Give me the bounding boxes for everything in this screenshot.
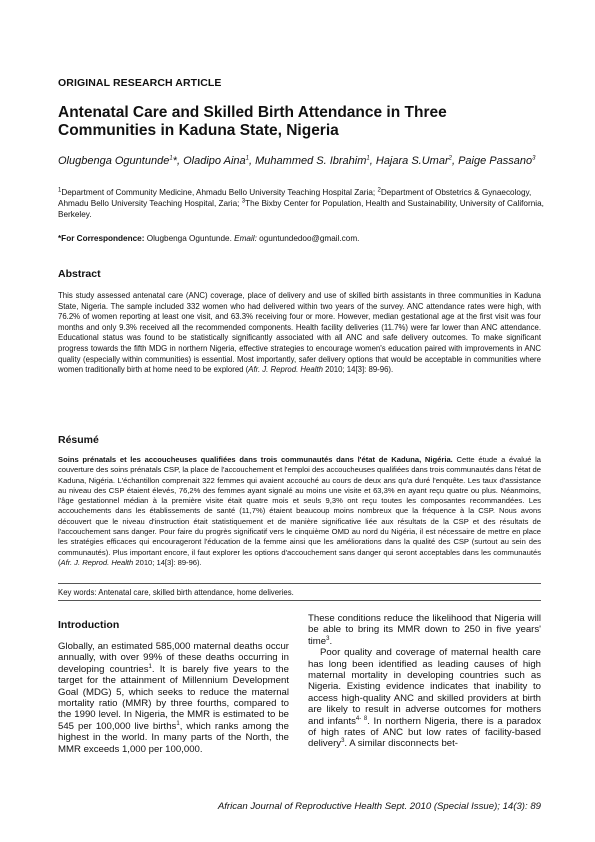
author: Hajara S.Umar [375,155,449,167]
keywords: Key words: Antenatal care, skilled birth attendance, home deliveries. [58,588,294,597]
correspondence: *For Correspondence: Olugbenga Oguntunde. Email: oguntundedoo@gmail.com. [58,234,360,243]
body-column-left [58,641,289,755]
divider [58,600,541,601]
article-type: ORIGINAL RESEARCH ARTICLE [58,77,222,89]
abstract-text: This study assessed antenatal care (ANC) coverage, place of delivery and use of skilled birth assistants in three communities in Kaduna State, Nigeria. The sample included 332 women who had delivered within two years of the survey. ANC attendance rates were high, with 76.2% of women reporting at least one visit, and 63.3% receiving four or more. However, median gestational age at the first visit was four months and only 9.3% received all the recommended components. Health facility deliveries (11.7%) were far lower than ANC attendance. Educational status was found to be statistically significantly associated with all ANC and safe delivery outcomes. To make significant progress towards the fifth MDG in northern Nigeria, effective strategies to encourage women's education paired with improvements in ANC quality (especially within communities) is essential. Most importantly, safer delivery options that would be acceptable in communities where women traditionally birth at home need to be explored (Afr. J. Reprod. Health 2010; 14[3]: 89-96). [58,291,541,375]
paragraph: These conditions reduce the likelihood that Nigeria will be able to bring its MMR down to 250 in five years' time$^3$. [308,613,541,647]
resume-heading: Résumé [58,434,99,446]
author-list: Olugbenga Oguntunde$^1$*, Oladipo Aina$^1$, Muhammed S. Ibrahim$^1$, Hajara S.Umar$^2$, Paige Passano$^3$ [58,155,536,167]
author: Muhammed S. Ibrahim [255,155,367,167]
paragraph: Globally, an estimated 585,000 maternal deaths occur annually, with over 99% of these deaths occurring in developing countries$^1$. It is barely five years to the target for the attainment of Millennium Development Goal (MDG) 5, which seeks to reduce the maternal mortality ratio (MMR) by three fourths, compared to the 1990 level. In Nigeria, the MMR is estimated to be 545 per 100,000 live births$^1$, which ranks among the highest in the world. In many parts of the North, the MMR exceeds 1,000 per 100,000. [58,641,289,755]
author: Olugbenga Oguntunde [58,155,170,167]
paragraph: Poor quality and coverage of maternal health care has long been identified as leading causes of high maternal mortality in developing countries such as Nigeria. Existing evidence indicates that inability to access high-quality ANC and skilled providers at birth are likely to result in adverse outcomes for mothers and infants$^{4- 8}$. In northern Nigeria, there is a paradox of high rates of ANC but low rates of facility-based delivery$^3$. A similar disconnects bet- [308,647,541,750]
email-link[interactable]: oguntundedoo@gmail.com. [259,234,360,243]
article-title: Antenatal Care and Skilled Birth Attendance in Three Communities in Kaduna State, Nigeria [58,104,447,139]
resume-text: Soins prénatals et les accoucheuses qualifiées dans trois communautés dans l'état de Kaduna, Nigéria. Cette étude a évalué la couverture des soins prénatals CSP, la place de l'accouchement et l'emploi des accoucheuses qualifiées dans trois communautés dans l'état de Kaduna, Nigéria. L'échantillon comprenait 322 femmes qui avaient accouché au cours de deux ans qu'a duré l'enquête. Les taux d'assistance au niveau des CSP étaient élevés, 76,2% des femmes ayant signalé au moins une visite et 63,3% en ayant reçu quatre ou plus. Néanmoins, l'âge gestationnel médian à la première visite était quatre mois et seuls 9,3% ont reçu toutes les composantes recommandées. Les accouchements dans les établissements de santé (11,7%) étaient beaucoup moins nombreux que la fréquence à la CSP. Nous avons découvert que le niveau d'instruction était statistiquement et de manière significative liée aux résultats de la CSP et des résultats de l'accouchement sans danger. Pour faire du progrès significatif vers le cinquième OMD au nord du Nigéria, il est nécessaire de mettre en place les stratégies efficaces qui encourageront l'éducation de la femme ainsi que les améliorations dans la qualité des CSP (surtout au sein des communautés). Plus important encore, il faut explorer les options d'accouchement sans danger qui seront acceptables dans les communautés (Afr. J. Reprod. Health 2010; 14[3]: 89-96). [58,455,541,567]
introduction-heading: Introduction [58,619,120,631]
abstract-heading: Abstract [58,268,101,280]
affiliations: $^1$Department of Community Medicine, Ahmadu Bello University Teaching Hospital Zaria; $^2$Department of Obstetrics & Gynaecology, Ahmadu Bello University Teaching Hospital, Zaria; $^3$The Bixby Center for Population, Health and Sustainability, University of California, Berkeley. [58,187,544,219]
body-column-right [308,613,541,750]
author: Oladipo Aina [183,155,246,167]
divider [58,583,541,584]
page-footer: African Journal of Reproductive Health Sept. 2010 (Special Issue); 14(3): 89 [217,801,541,812]
author: Paige Passano [458,155,533,167]
